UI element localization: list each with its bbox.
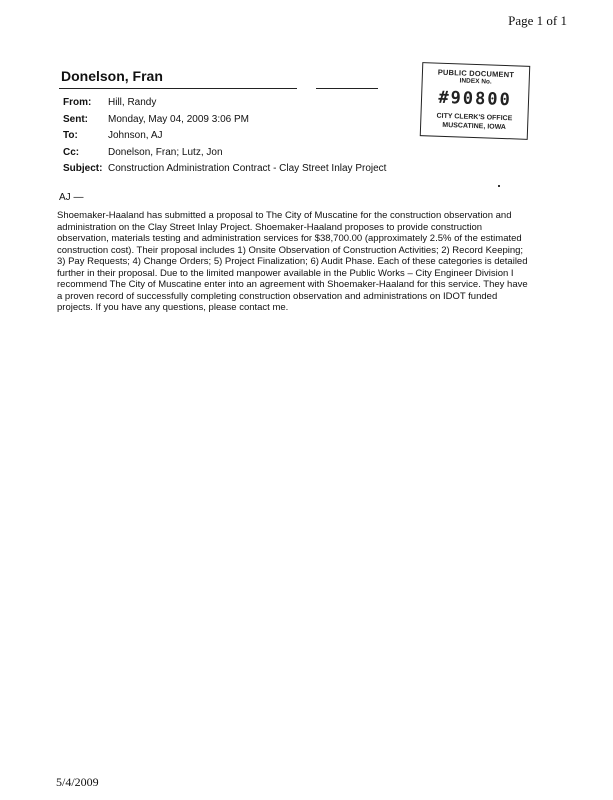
stamp-title: PUBLIC DOCUMENT	[437, 67, 515, 80]
header-label: Subject:	[63, 163, 103, 174]
body-line: construction cost). Their proposal includes 1) Onsite Observation of Construction Activities; 2) Record Keeping;	[57, 244, 524, 256]
email-body	[57, 210, 552, 314]
body-line: administration on the Clay Street Inlay Project. Shoemaker-Haaland proposes to provide construction	[57, 221, 483, 233]
body-line: recommend The City of Muscatine enter into an agreement with Shoemaker-Haaland for this service. They have	[57, 279, 528, 290]
scan-speck	[498, 185, 500, 187]
body-line: observation, materials testing and administration services for $38,700.00 (approximately 2.5% of the estimated	[57, 233, 522, 244]
stamp-index-label: INDEX No.	[459, 77, 492, 86]
email-header-subject	[63, 163, 386, 174]
body-line: further in their proposal. Due to the limited manpower available in the Public Works – City Engineer Division I	[57, 267, 514, 279]
email-header-cc	[63, 147, 223, 158]
header-label: From:	[63, 97, 92, 108]
header-rule	[59, 88, 297, 89]
header-label: To:	[63, 130, 78, 141]
body-line: a proven record of successfully completing construction observation and administrations on IDOT funded	[57, 290, 498, 302]
header-value: Monday, May 04, 2009 3:06 PM	[108, 114, 250, 125]
body-line: Shoemaker-Haaland has submitted a proposal to The City of Muscatine for the construction observation and	[57, 210, 512, 221]
header-label: Cc:	[63, 147, 80, 158]
stamp-office: CITY CLERK'S OFFICE	[436, 112, 513, 123]
body-line: projects. If you have any questions, please contact me.	[57, 302, 289, 313]
stamp-number: #90800	[438, 87, 513, 111]
stamp-city: MUSCATINE, IOWA	[442, 121, 507, 132]
header-value: Donelson, Fran; Lutz, Jon	[108, 147, 223, 158]
header-rule-short	[316, 88, 378, 89]
email-header-sent	[63, 114, 249, 125]
header-label: Sent:	[63, 114, 88, 125]
public-document-stamp	[420, 62, 531, 140]
salutation: AJ —	[59, 192, 84, 203]
page-number: Page 1 of 1	[508, 13, 567, 28]
email-header-to	[63, 130, 162, 141]
body-line: 3) Pay Requests; 4) Change Orders; 5) Project Finalization; 6) Audit Phase. Each of these categories is detailed	[57, 256, 528, 267]
email-header-from	[63, 97, 156, 108]
footer-date: 5/4/2009	[56, 775, 99, 789]
sender-name: Donelson, Fran	[61, 68, 163, 84]
header-value: Hill, Randy	[108, 97, 157, 108]
header-value: Construction Administration Contract - Clay Street Inlay Project	[108, 163, 387, 174]
header-value: Johnson, AJ	[108, 130, 163, 141]
